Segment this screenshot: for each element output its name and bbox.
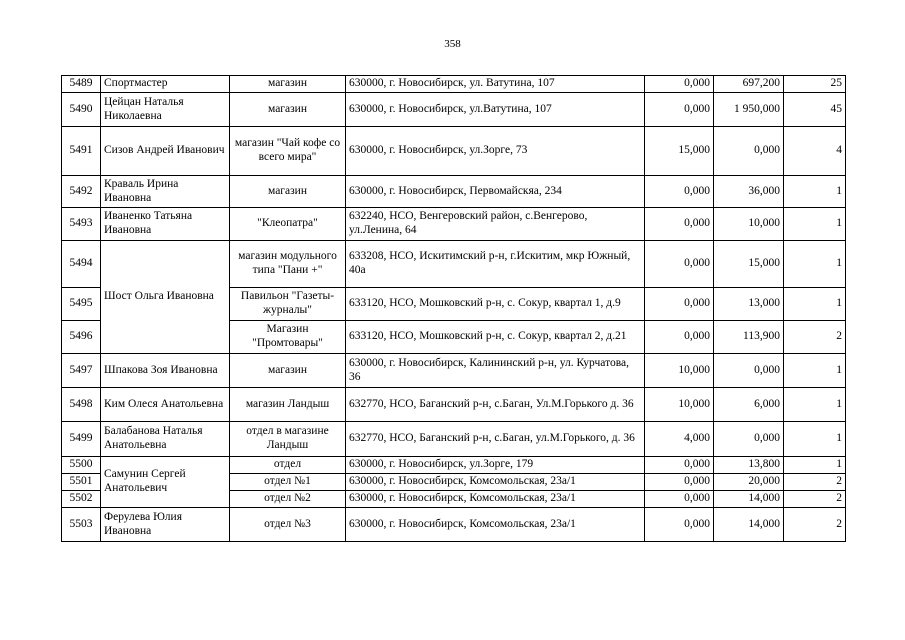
- object-address: 632240, НСО, Венгеровский район, с.Венгерово, ул.Ленина, 64: [346, 208, 645, 241]
- owner-name: Шпакова Зоя Ивановна: [101, 354, 230, 388]
- value-3: 1: [784, 208, 846, 241]
- value-1: 4,000: [645, 422, 714, 457]
- value-2: 36,000: [714, 176, 784, 208]
- object-address: 630000, г. Новосибирск, ул.Ватутина, 107: [346, 93, 645, 127]
- object-address: 630000, г. Новосибирск, ул. Ватутина, 107: [346, 76, 645, 93]
- object-type: магазин Ландыш: [230, 388, 346, 422]
- table-row: [62, 457, 846, 474]
- value-1: 0,000: [645, 288, 714, 321]
- row-number: 5494: [62, 241, 101, 288]
- value-2: 14,000: [714, 491, 784, 508]
- value-1: 0,000: [645, 457, 714, 474]
- owner-name: Балабанова Наталья Анатольевна: [101, 422, 230, 457]
- value-1: 0,000: [645, 208, 714, 241]
- owner-name: Самунин Сергей Анатольевич: [101, 457, 230, 508]
- value-1: 0,000: [645, 176, 714, 208]
- value-1: 0,000: [645, 76, 714, 93]
- object-address: 630000, г. Новосибирск, Комсомольская, 23а/1: [346, 508, 645, 542]
- object-type: магазин модульного типа "Пани +": [230, 241, 346, 288]
- value-3: 2: [784, 508, 846, 542]
- table-row: [62, 388, 846, 422]
- object-address: 630000, г. Новосибирск, Калининский р-н, ул. Курчатова, 36: [346, 354, 645, 388]
- table-row: [62, 176, 846, 208]
- table-row: [62, 208, 846, 241]
- value-3: 1: [784, 457, 846, 474]
- value-2: 113,900: [714, 321, 784, 354]
- value-2: 13,000: [714, 288, 784, 321]
- row-number: 5493: [62, 208, 101, 241]
- owner-name: Спортмастер: [101, 76, 230, 93]
- value-2: 0,000: [714, 354, 784, 388]
- value-2: 6,000: [714, 388, 784, 422]
- page-number: 358: [444, 38, 461, 50]
- object-type: отдел в магазине Ландыш: [230, 422, 346, 457]
- object-type: магазин: [230, 93, 346, 127]
- object-address: 630000, г. Новосибирск, Комсомольская, 23а/1: [346, 491, 645, 508]
- row-number: 5500: [62, 457, 101, 474]
- value-2: 697,200: [714, 76, 784, 93]
- object-address: 633120, НСО, Мошковский р-н, с. Сокур, квартал 1, д.9: [346, 288, 645, 321]
- table-row: [62, 241, 846, 288]
- row-number: 5499: [62, 422, 101, 457]
- value-3: 2: [784, 491, 846, 508]
- row-number: 5491: [62, 127, 101, 176]
- value-3: 25: [784, 76, 846, 93]
- value-2: 13,800: [714, 457, 784, 474]
- value-3: 4: [784, 127, 846, 176]
- row-number: 5490: [62, 93, 101, 127]
- value-3: 2: [784, 321, 846, 354]
- object-address: 630000, г. Новосибирск, Комсомольская, 23а/1: [346, 474, 645, 491]
- value-1: 0,000: [645, 321, 714, 354]
- owner-name: Ферулева Юлия Ивановна: [101, 508, 230, 542]
- object-type: Магазин "Промтовары": [230, 321, 346, 354]
- object-type: отдел №3: [230, 508, 346, 542]
- row-number: 5489: [62, 76, 101, 93]
- table-row: [62, 354, 846, 388]
- owner-name: Ким Олеся Анатольевна: [101, 388, 230, 422]
- value-2: 15,000: [714, 241, 784, 288]
- owner-name: Сизов Андрей Иванович: [101, 127, 230, 176]
- table-row: [62, 76, 846, 93]
- value-1: 0,000: [645, 93, 714, 127]
- value-2: 0,000: [714, 422, 784, 457]
- object-address: 633120, НСО, Мошковский р-н, с. Сокур, квартал 2, д.21: [346, 321, 645, 354]
- value-1: 0,000: [645, 241, 714, 288]
- object-address: 630000, г. Новосибирск, Первомайскяа, 234: [346, 176, 645, 208]
- value-2: 20,000: [714, 474, 784, 491]
- object-type: магазин "Чай кофе со всего мира": [230, 127, 346, 176]
- value-3: 1: [784, 354, 846, 388]
- row-number: 5501: [62, 474, 101, 491]
- object-type: Павильон "Газеты-журналы": [230, 288, 346, 321]
- value-3: 2: [784, 474, 846, 491]
- table-row: [62, 93, 846, 127]
- row-number: 5496: [62, 321, 101, 354]
- owner-name: Цейцан Наталья Николаевна: [101, 93, 230, 127]
- value-3: 1: [784, 241, 846, 288]
- row-number: 5503: [62, 508, 101, 542]
- registry-table: [61, 75, 846, 542]
- object-type: отдел: [230, 457, 346, 474]
- value-2: 1 950,000: [714, 93, 784, 127]
- object-address: 632770, НСО, Баганский р-н, с.Баган, Ул.М.Горького д. 36: [346, 388, 645, 422]
- object-address: 630000, г. Новосибирск, ул.Зорге, 73: [346, 127, 645, 176]
- value-2: 14,000: [714, 508, 784, 542]
- object-address: 630000, г. Новосибирск, ул.Зорге, 179: [346, 457, 645, 474]
- row-number: 5495: [62, 288, 101, 321]
- owner-name: Кравaль Ирина Ивановна: [101, 176, 230, 208]
- value-1: 0,000: [645, 508, 714, 542]
- object-type: "Клеопатра": [230, 208, 346, 241]
- value-3: 1: [784, 422, 846, 457]
- value-1: 10,000: [645, 354, 714, 388]
- value-1: 15,000: [645, 127, 714, 176]
- owner-name: Шост Ольга Ивановна: [101, 241, 230, 354]
- object-type: магазин: [230, 76, 346, 93]
- object-type: магазин: [230, 354, 346, 388]
- value-1: 10,000: [645, 388, 714, 422]
- object-address: 633208, НСО, Искитимский р-н, г.Искитим, мкр Южный, 40а: [346, 241, 645, 288]
- value-1: 0,000: [645, 474, 714, 491]
- row-number: 5492: [62, 176, 101, 208]
- value-3: 1: [784, 288, 846, 321]
- object-type: магазин: [230, 176, 346, 208]
- owner-name: Иваненко Татьяна Ивановна: [101, 208, 230, 241]
- value-2: 10,000: [714, 208, 784, 241]
- value-2: 0,000: [714, 127, 784, 176]
- object-type: отдел №2: [230, 491, 346, 508]
- value-1: 0,000: [645, 491, 714, 508]
- object-type: отдел №1: [230, 474, 346, 491]
- table-row: [62, 127, 846, 176]
- value-3: 45: [784, 93, 846, 127]
- row-number: 5497: [62, 354, 101, 388]
- value-3: 1: [784, 388, 846, 422]
- row-number: 5498: [62, 388, 101, 422]
- row-number: 5502: [62, 491, 101, 508]
- value-3: 1: [784, 176, 846, 208]
- table-row: [62, 508, 846, 542]
- object-address: 632770, НСО, Баганский р-н, с.Баган, ул.М.Горького, д. 36: [346, 422, 645, 457]
- table-row: [62, 422, 846, 457]
